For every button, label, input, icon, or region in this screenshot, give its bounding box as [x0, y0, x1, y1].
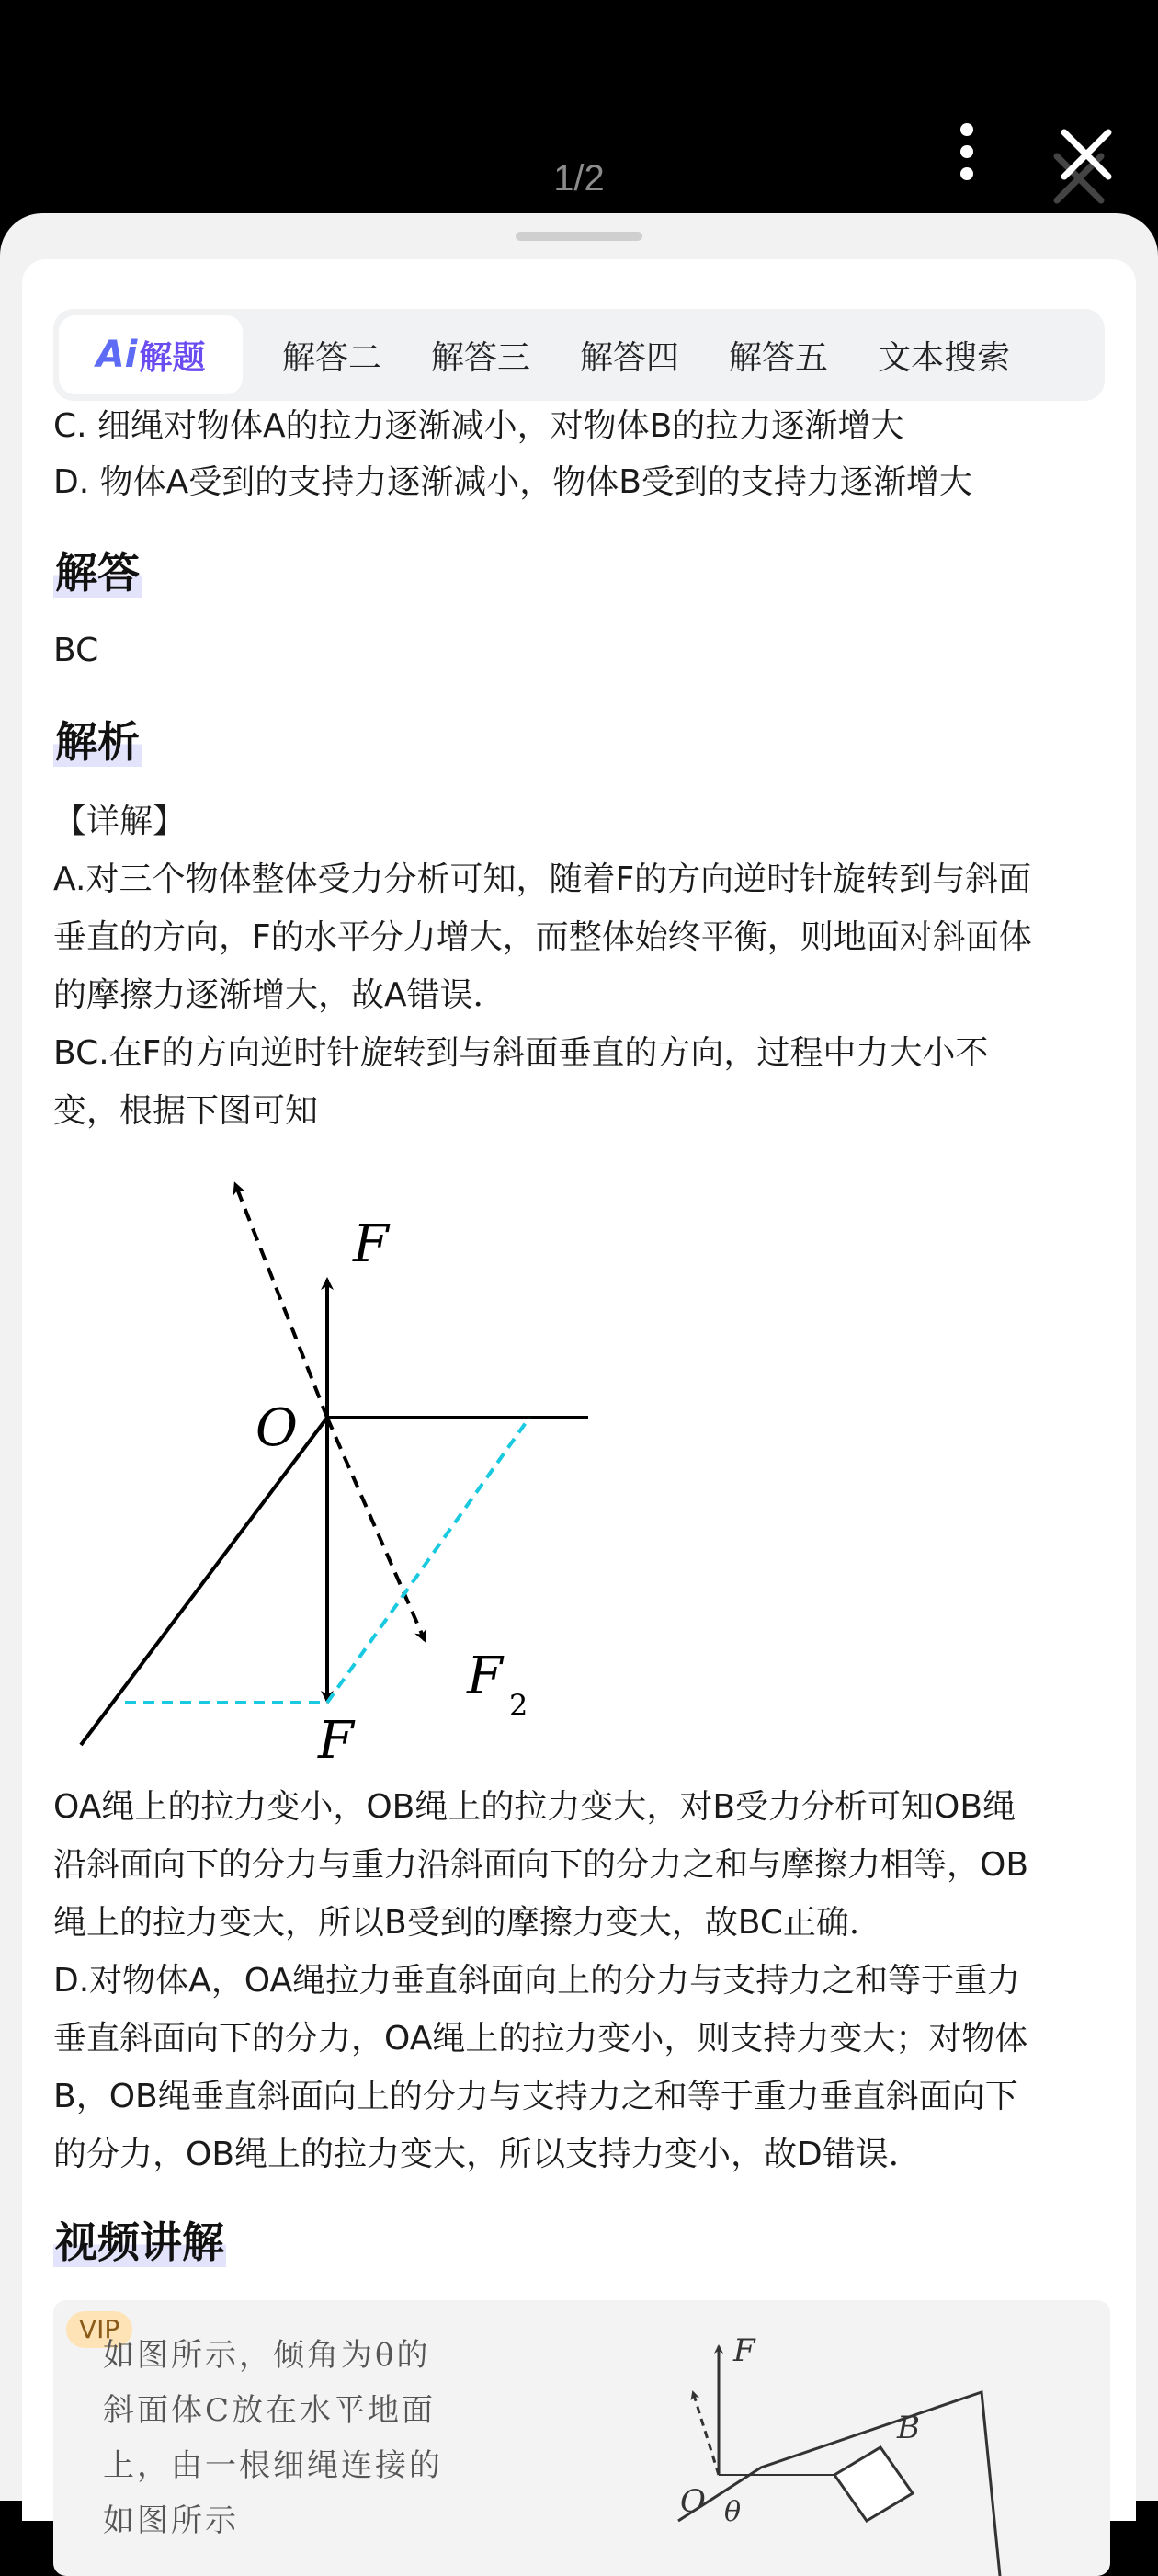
analysis-line: OA绳上的拉力变小，OB绳上的拉力变大，对B受力分析可知OB绳 [53, 1788, 1016, 1826]
tab-answer-5[interactable]: 解答五 [729, 338, 829, 377]
label-f2: F [467, 1647, 503, 1706]
svg-text:θ: θ [724, 2496, 742, 2528]
detail-tag: 【详解】 [53, 803, 187, 840]
more-dot-icon [960, 167, 973, 180]
rotated-force-arrow [235, 1184, 327, 1418]
label-f-bottom: F [318, 1711, 354, 1771]
analysis-heading: 解析 [55, 717, 140, 767]
tab-answer-2[interactable]: 解答二 [282, 338, 382, 377]
answer-tabs [53, 309, 1105, 401]
tab-answer-3[interactable]: 解答三 [431, 338, 531, 377]
answer-card [22, 259, 1136, 2539]
analysis-line: 垂直的方向，F的水平分力增大，而整体始终平衡，则地面对斜面体 [53, 918, 1032, 956]
video-thumb-diagram [623, 2300, 1009, 2576]
answer-value: BC [53, 632, 99, 669]
svg-text:O: O [680, 2483, 706, 2520]
analysis-line: 变，根据下图可知 [53, 1092, 319, 1130]
analysis-line: D.对物体A，OA绳拉力垂直斜面向上的分力与支持力之和等于重力 [53, 1962, 1021, 2000]
option-c: C. 细绳对物体A的拉力逐渐减小，对物体B的拉力逐渐增大 [53, 407, 904, 445]
ai-logo-icon: Ai [96, 334, 138, 376]
answer-heading: 解答 [55, 548, 140, 598]
analysis-line: 沿斜面向下的分力与重力沿斜面向下的分力之和与摩擦力相等，OB [53, 1846, 1029, 1884]
viewer-top-bar [0, 0, 1158, 221]
incline-line [81, 1418, 327, 1745]
svg-text:F: F [733, 2332, 755, 2369]
tab-ai-solution[interactable] [59, 315, 243, 394]
analysis-line: A.对三个物体整体受力分析可知，随着F的方向逆时针旋转到与斜面 [53, 861, 1032, 898]
page-indicator: 1/2 [553, 158, 605, 199]
close-icon [1048, 120, 1121, 211]
analysis-line: 绳上的拉力变大，所以B受到的摩擦力变大，故BC正确． [53, 1904, 882, 1942]
analysis-line: 的分力，OB绳上的拉力变大，所以支持力变小，故D错误． [53, 2136, 922, 2173]
tab-answer-4[interactable]: 解答四 [580, 338, 680, 377]
analysis-line: B，OB绳垂直斜面向上的分力与支持力之和等于重力垂直斜面向下 [53, 2078, 1018, 2115]
analysis-line: 垂直斜面向下的分力，OA绳上的拉力变小，则支持力变大；对物体 [53, 2020, 1028, 2057]
force-f2-arrow [327, 1418, 425, 1640]
option-d: D. 物体A受到的支持力逐渐减小，物体B受到的支持力逐渐增大 [53, 463, 972, 501]
video-heading: 视频讲解 [55, 2217, 224, 2267]
analysis-line: 的摩擦力逐渐增大，故A错误． [53, 976, 506, 1014]
tab-text-search[interactable]: 文本搜索 [878, 338, 1011, 377]
answer-sheet [0, 213, 1158, 2539]
sheet-drag-handle[interactable] [516, 232, 642, 241]
svg-text:B: B [897, 2410, 920, 2446]
more-options-button[interactable] [948, 120, 985, 184]
label-f2-subscript: 2 [509, 1688, 528, 1723]
video-thumb-text: 如图所示，倾角为θ的 斜面体C放在水平地面 上，由一根细绳连接的 如图所示 [103, 2337, 443, 2539]
close-button[interactable] [1048, 120, 1121, 211]
analysis-line: BC.在F的方向逆时针旋转到与斜面垂直的方向，过程中力大小不 [53, 1034, 989, 1072]
label-o: O [255, 1398, 298, 1458]
tab-label: 解题 [139, 338, 206, 377]
force-diagram [53, 1142, 641, 1771]
video-thumbnail[interactable] [53, 2300, 1110, 2576]
vip-badge: VIP [66, 2311, 132, 2348]
label-f-top: F [353, 1214, 389, 1274]
more-dot-icon [960, 123, 973, 136]
more-dot-icon [960, 145, 973, 158]
